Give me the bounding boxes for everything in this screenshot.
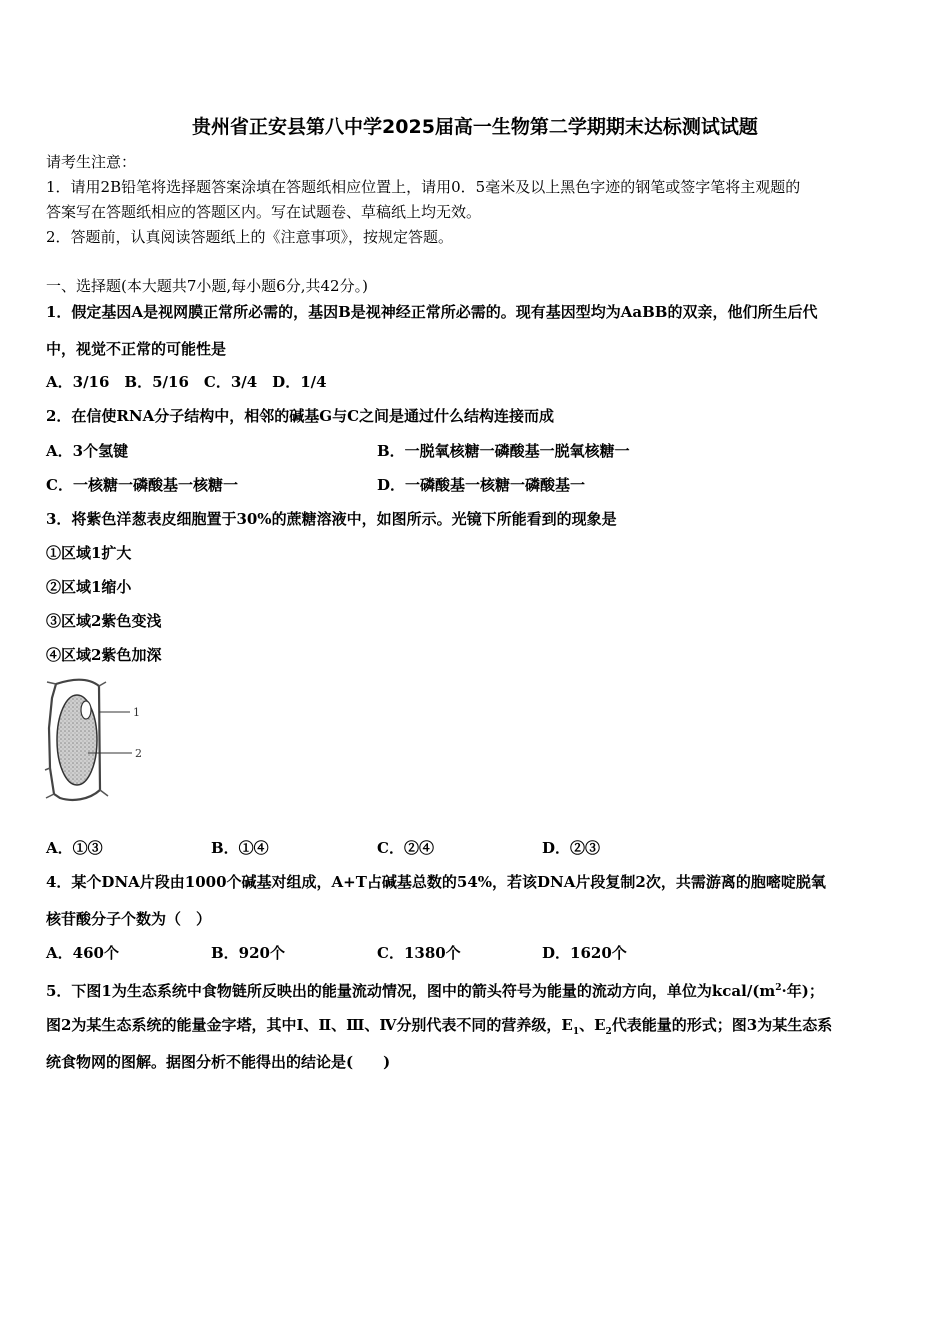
q3-statement-4: ④区域2紫色加深 bbox=[46, 646, 162, 664]
q3-statement-3: ③区域2紫色变浅 bbox=[46, 612, 162, 630]
q5-unit-superscript: 2 bbox=[775, 983, 782, 993]
q3-option-c: C．②④ bbox=[377, 839, 434, 857]
q1-options: A．3/16 B．5/16 C．3/4 D．1/4 bbox=[46, 373, 327, 391]
q2-option-b: B．一脱氧核糖一磷酸基一脱氧核糖一 bbox=[377, 442, 630, 460]
q3-option-a: A．①③ bbox=[46, 839, 103, 857]
page-title: 贵州省正安县第八中学2025届高一生物第二学期期末达标测试试题 bbox=[192, 116, 758, 138]
notice-item-1b: 答案写在答题纸相应的答题区内。写在试题卷、草稿纸上均无效。 bbox=[46, 203, 482, 221]
q4-option-d: D．1620个 bbox=[542, 944, 627, 962]
q1-line2: 中，视觉不正常的可能性是 bbox=[46, 340, 227, 358]
fig-label-2: 2 bbox=[135, 747, 142, 760]
q5-line2 bbox=[46, 1015, 832, 1042]
q5-line2-text: 图2为某生态系统的能量金字塔，其中Ⅰ、Ⅱ、Ⅲ、Ⅳ分别代表不同的营养级，E bbox=[46, 1016, 573, 1034]
q4-line2: 核苷酸分子个数为（ ） bbox=[46, 910, 212, 928]
q4-option-b: B．920个 bbox=[211, 944, 285, 962]
q5-line1-tail: ·年)； bbox=[781, 982, 824, 1000]
notice-item-2: 2．答题前，认真阅读答题纸上的《注意事项》，按规定答题。 bbox=[46, 228, 454, 246]
q4-option-c: C．1380个 bbox=[377, 944, 461, 962]
q5-line1-text: 5．下图1为生态系统中食物链所反映出的能量流动情况，图中的箭头符号为能量的流动方向，单位为kcal/(m bbox=[46, 982, 776, 1000]
fig-label-1: 1 bbox=[133, 706, 140, 719]
q2-option-c: C．一核糖一磷酸基一核糖一 bbox=[46, 476, 238, 494]
cell-diagram bbox=[44, 678, 154, 808]
nucleus bbox=[81, 701, 91, 719]
adjacent-cell-wall-left bbox=[45, 682, 56, 798]
q3-statement-1: ①区域1扩大 bbox=[46, 544, 132, 562]
q4-option-a: A．460个 bbox=[46, 944, 119, 962]
q5-e1-subscript: 1 bbox=[572, 1027, 580, 1037]
q4-line1: 4．某个DNA片段由1000个碱基对组成，A+T占碱基总数的54%，若该DNA片段复制2次，共需游离的胞嘧啶脱氧 bbox=[46, 873, 826, 891]
q5-line3: 统食物网的图解。据图分析不能得出的结论是( ) bbox=[46, 1053, 391, 1071]
q5-e2-subscript: 2 bbox=[605, 1027, 612, 1037]
q5-line1 bbox=[46, 978, 824, 1001]
q3-option-d: D．②③ bbox=[542, 839, 601, 857]
q5-line2-mid: 、E bbox=[579, 1016, 606, 1034]
q3-line: 3．将紫色洋葱表皮细胞置于30%的蔗糖溶液中，如图所示。光镜下所能看到的现象是 bbox=[46, 510, 617, 528]
q2-option-d: D．一磷酸基一核糖一磷酸基一 bbox=[377, 476, 586, 494]
q3-option-b: B．①④ bbox=[211, 839, 269, 857]
q2-option-a: A．3个氢键 bbox=[46, 442, 129, 460]
q1-line1: 1．假定基因A是视网膜正常所必需的，基因B是视神经正常所必需的。现有基因型均为AaBB的双亲，他们所生后代 bbox=[46, 303, 818, 321]
q2-line: 2．在信使RNA分子结构中，相邻的碱基G与C之间是通过什么结构连接而成 bbox=[46, 407, 555, 425]
q3-statement-2: ②区域1缩小 bbox=[46, 578, 132, 596]
notice-heading: 请考生注意： bbox=[46, 153, 137, 171]
notice-item-1a: 1．请用2B铅笔将选择题答案涂填在答题纸相应位置上，请用0．5毫米及以上黑色字迹的钢笔或签字笔将主观题的 bbox=[46, 178, 801, 196]
q5-line2-tail: 代表能量的形式；图3为某生态系 bbox=[611, 1016, 833, 1034]
section-heading: 一、选择题(本大题共7小题,每小题6分,共42分。) bbox=[46, 277, 368, 295]
